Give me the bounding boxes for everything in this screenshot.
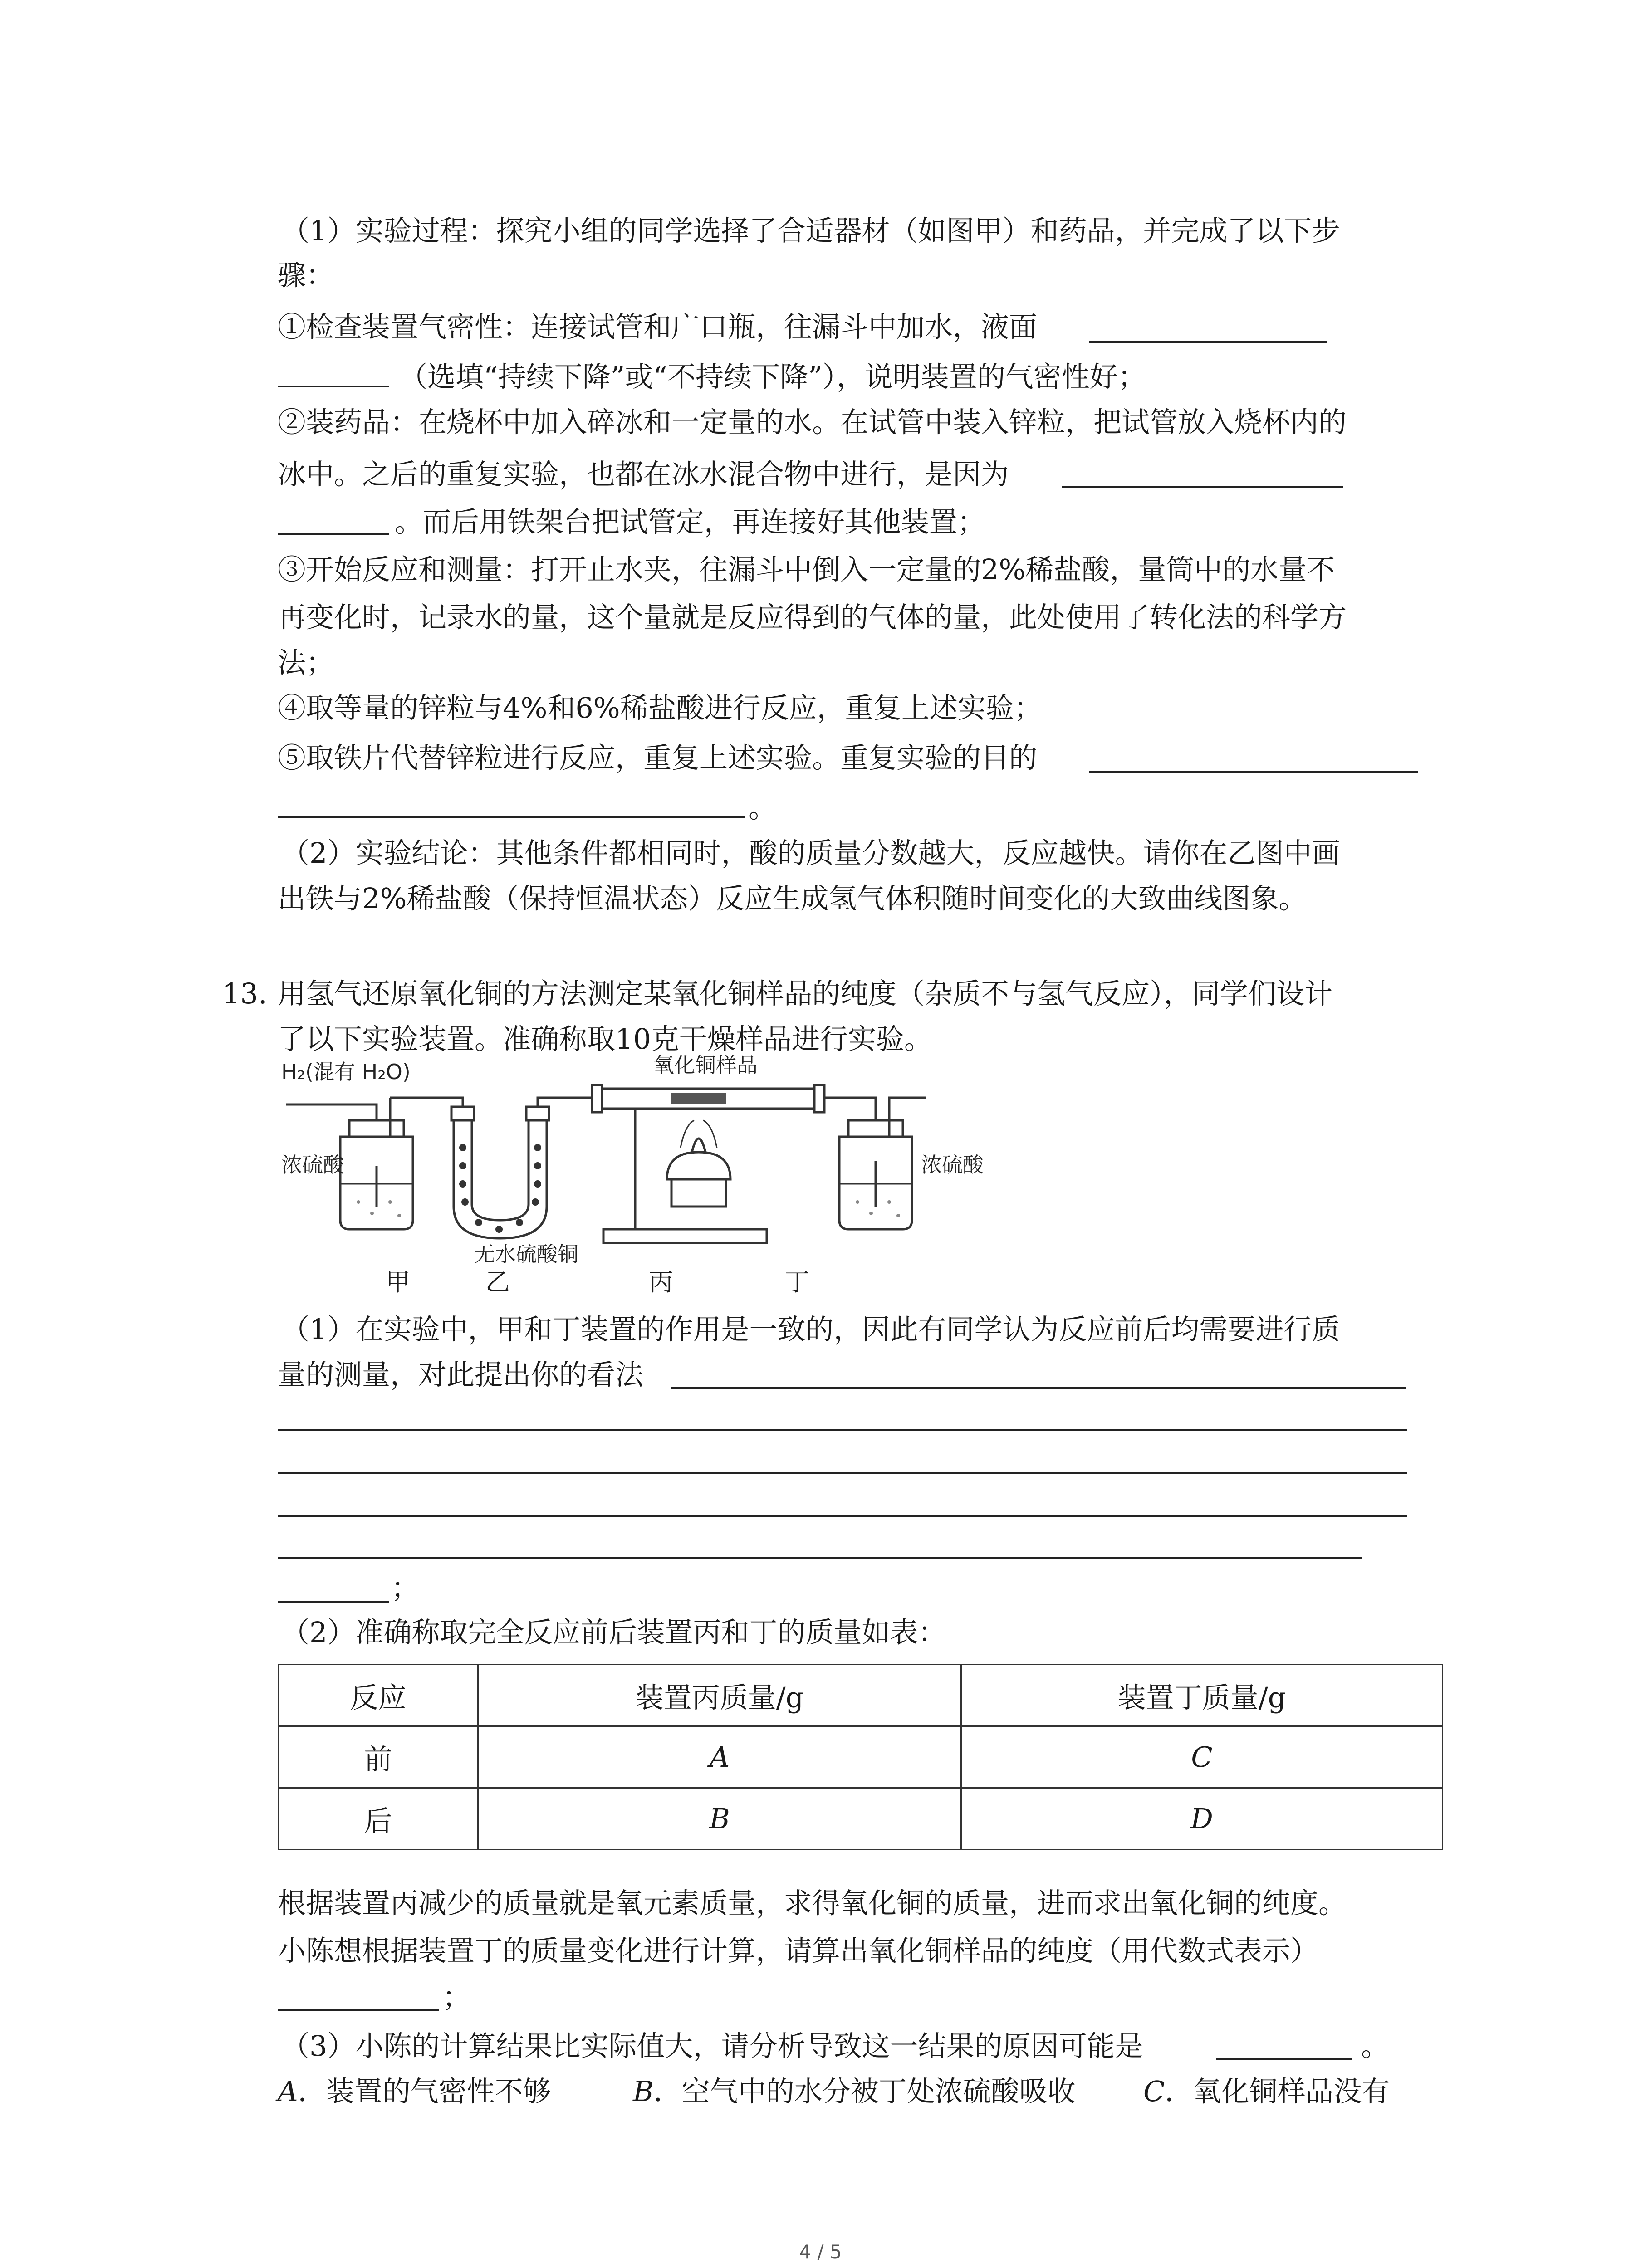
answer-blank-purity[interactable] (278, 2009, 439, 2011)
option-a[interactable] (278, 2077, 551, 2106)
table-header-cell: 装置丁质量/g (961, 1665, 1443, 1726)
table-cell: D (961, 1788, 1443, 1850)
option-b-text: ．空气中的水分被丁处浓硫酸吸收 (653, 2075, 1076, 2108)
answer-blank-reason[interactable] (1216, 2058, 1352, 2060)
station-label-yi: 乙 (485, 1268, 510, 1296)
step-2-text-end: 。而后用铁架台把试管定，再连接好其他装置； (395, 505, 986, 538)
subquestion-1-text: （1）在实验中，甲和丁装置的作用是一致的，因此有同学认为反应前后均需要进行质 (281, 1313, 1340, 1346)
sample-label: 氧化铜样品 (653, 1053, 758, 1077)
answer-line-4[interactable] (278, 1515, 1407, 1517)
table-row (279, 1788, 1443, 1850)
copper-oxide-sample (671, 1093, 726, 1104)
paragraph-step-1-intro: （1）实验过程：探究小组的同学选择了合适器材（如图甲）和药品，并完成了以下步 (281, 214, 1340, 247)
right-acid-label: 浓硫酸 (921, 1153, 984, 1177)
table-cell: B (478, 1788, 961, 1850)
left-acid-label: 浓硫酸 (281, 1153, 344, 1177)
answer-blank-5a[interactable] (1089, 771, 1418, 773)
conclusion-text-cont: 出铁与2%稀盐酸（保持恒温状态）反应生成氢气体积随时间变化的大致曲线图象。 (278, 882, 1307, 915)
table-header-cell: 反应 (279, 1665, 478, 1726)
station-label-bing: 丙 (649, 1268, 673, 1296)
table-header-row (279, 1665, 1443, 1726)
inlet-label: H₂(混有 H₂O) (281, 1060, 411, 1084)
subquestion-2-text: （2）准确称取完全反应前后装置丙和丁的质量如表： (281, 1616, 946, 1649)
answer-line-6[interactable] (278, 1601, 389, 1603)
flame (692, 1139, 705, 1152)
subquestion-3-text: （3）小陈的计算结果比实际值大，请分析导致这一结果的原因可能是 (281, 2029, 1143, 2063)
page-number: 4 / 5 (799, 2241, 842, 2263)
analysis-text: 根据装置丙减少的质量就是氧元素质量，求得氧化铜的质量，进而求出氧化铜的纯度。 (278, 1887, 1347, 1920)
table-cell: 后 (279, 1788, 478, 1850)
step-2-text-cont: 冰中。之后的重复实验，也都在冰水混合物中进行，是因为 (278, 458, 1009, 491)
table-cell: C (961, 1726, 1443, 1788)
acid-dots (357, 1200, 900, 1217)
subquestion-1-text-cont: 量的测量，对此提出你的看法 (278, 1358, 644, 1391)
mass-table (278, 1664, 1443, 1850)
option-c-letter: C (1143, 2075, 1165, 2108)
subquestion-3-end: 。 (1361, 2029, 1390, 2063)
answer-blank-2b[interactable] (278, 533, 389, 535)
question-intro: 用氢气还原氧化铜的方法测定某氧化铜样品的纯度（杂质不与氢气反应），同学们设计 (278, 977, 1333, 1010)
stand-base (603, 1229, 767, 1243)
table-row (279, 1726, 1443, 1788)
table-cell: A (478, 1726, 961, 1788)
step-3-text: ③开始反应和测量：打开止水夹，往漏斗中倒入一定量的2%稀盐酸，量筒中的水量不 (278, 553, 1335, 586)
step-5-text-end: 。 (749, 791, 777, 824)
subquestion-1-end: ； (391, 1571, 420, 1604)
conclusion-text: （2）实验结论：其他条件都相同时，酸的质量分数越大，反应越快。请你在乙图中画 (281, 836, 1340, 870)
u-tube-label: 无水硫酸铜 (474, 1242, 578, 1266)
question-number: 13. (222, 977, 267, 1010)
answer-line-5[interactable] (278, 1557, 1362, 1559)
alcohol-lamp (667, 1152, 730, 1179)
question-intro-cont: 了以下实验装置。准确称取10克干燥样品进行实验。 (278, 1022, 932, 1056)
answer-line-1[interactable] (671, 1387, 1406, 1389)
option-a-text: ．装置的气密性不够 (298, 2075, 551, 2108)
table-cell: 前 (279, 1726, 478, 1788)
u-tube-inner (472, 1120, 529, 1220)
step-5-text: ⑤取铁片代替锌粒进行反应，重复上述实验。重复实验的目的 (278, 741, 1038, 774)
option-a-letter: A (278, 2075, 298, 2108)
answer-line-3[interactable] (278, 1472, 1407, 1474)
step-1-text-cont: （选填“持续下降”或“不持续下降”），说明装置的气密性好； (399, 360, 1146, 393)
answer-line-2[interactable] (278, 1429, 1407, 1431)
step-3-text-cont: 再变化时，记录水的量，这个量就是反应得到的气体的量，此处使用了转化法的科学方 (278, 601, 1347, 634)
bottle-jia-stopper (349, 1120, 404, 1137)
bottle-ding-stopper (848, 1120, 903, 1137)
answer-blank-1a[interactable] (1089, 341, 1327, 343)
apparatus-drawing (272, 1053, 953, 1296)
step-3-text-end: 法； (278, 646, 334, 679)
analysis-text-cont: 小陈想根据装置丁的质量变化进行计算，请算出氧化铜样品的纯度（用代数式表示） (278, 1934, 1319, 1967)
answer-blank-5b[interactable] (278, 816, 745, 818)
answer-blank-1b[interactable] (278, 386, 389, 387)
table-header-cell: 装置丙质量/g (478, 1665, 961, 1726)
option-b-letter: B (633, 2075, 654, 2108)
station-label-ding: 丁 (785, 1268, 809, 1296)
option-c-text: ．氧化铜样品没有 (1165, 2075, 1390, 2108)
answer-blank-2a[interactable] (1062, 486, 1343, 488)
step-2-text: ②装药品：在烧杯中加入碎冰和一定量的水。在试管中装入锌粒，把试管放入烧杯内的 (278, 406, 1347, 439)
analysis-end: ； (442, 1980, 471, 2014)
tube-yi-bing (538, 1098, 599, 1107)
apparatus-diagram (272, 1053, 984, 1296)
option-c[interactable] (1143, 2077, 1390, 2106)
paragraph-step-1-intro-cont: 骤： (278, 259, 334, 292)
step-4-text: ④取等量的锌粒与4%和6%稀盐酸进行反应，重复上述实验； (278, 691, 1042, 724)
station-label-jia: 甲 (386, 1268, 410, 1296)
option-b[interactable] (633, 2077, 1076, 2106)
step-1-text: ①检查装置气密性：连接试管和广口瓶，往漏斗中加水，液面 (278, 310, 1038, 343)
